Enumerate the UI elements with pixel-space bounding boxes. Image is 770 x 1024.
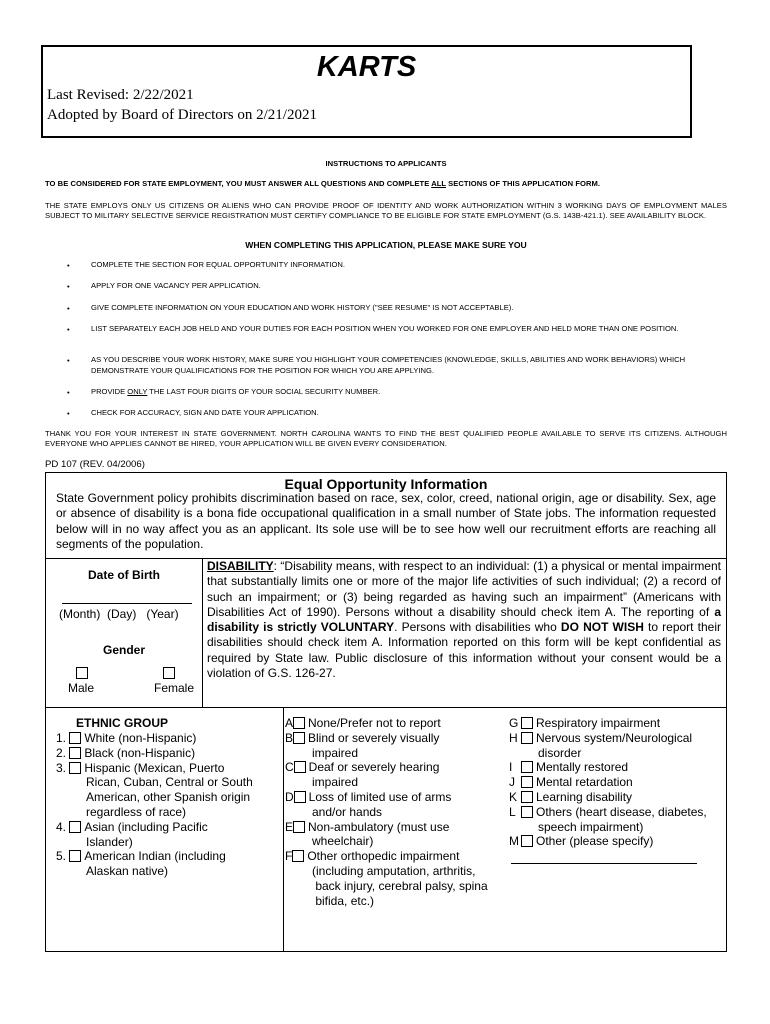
- option-label: Nervous system/Neurological: [536, 730, 693, 745]
- eo-title: Equal Opportunity Information: [284, 476, 488, 492]
- option-number: 1.: [56, 731, 67, 745]
- disability-option[interactable]: [509, 775, 724, 790]
- do-not-wish-note: DO NOT WISH: [560, 620, 644, 635]
- checkbox[interactable]: [293, 732, 305, 744]
- bullet-item: AS YOU DESCRIBE YOUR WORK HISTORY, MAKE SURE YOU HIGHLIGHT YOUR COMPETENCIES (KNOWLEDGE, SKILLS, ABILITIES AND WORK BEHAVIORS) WHICH DEMONSTRATE YOUR QUALIFICATIONS FOR THE POSITION FOR WHICH YOU ARE APPLYING.: [91, 355, 686, 375]
- option-label-cont: and/or hands: [312, 804, 383, 819]
- option-letter: I: [509, 760, 513, 775]
- checkbox[interactable]: [69, 732, 81, 744]
- other-specify-field[interactable]: [511, 863, 697, 864]
- option-label: Hispanic (Mexican, Puerto: [84, 760, 225, 775]
- option-letter: B: [285, 730, 294, 745]
- disability-text: : “Disability means, with respect to an individual: (1) a physical or mental impairment that substantially limits one or more of the major life activities of such individual; (2) a record of such an impairment; or (3) being regarded as having such an impairment” (Americans with Disabilities Act of 1990). Persons without a disability should check item A. The reporting of: [207, 559, 721, 619]
- checkbox[interactable]: [69, 747, 81, 759]
- form-id: PD 107 (REV. 04/2006): [45, 459, 145, 470]
- option-label-cont: Alaskan native): [86, 864, 169, 879]
- option-label-cont: wheelchair): [312, 834, 374, 849]
- checkbox[interactable]: [521, 776, 533, 788]
- option-label-cont: American, other Spanish origin: [86, 790, 251, 805]
- option-label: Mental retardation: [536, 775, 633, 790]
- option-label-cont: disorder: [538, 745, 582, 760]
- bullet-icon: •: [67, 282, 70, 291]
- option-label: None/Prefer not to report: [308, 716, 441, 730]
- option-label: American Indian (including: [84, 849, 226, 864]
- option-letter: G: [509, 716, 519, 730]
- female-label: Female: [154, 681, 195, 695]
- option-number: 2.: [56, 745, 67, 760]
- option-label: Other orthopedic impairment: [307, 849, 460, 864]
- gender-label: Gender: [102, 643, 145, 657]
- option-label-cont: Rican, Cuban, Central or South: [86, 775, 253, 790]
- ethnic-option[interactable]: [56, 820, 281, 850]
- equal-opportunity-section: [45, 472, 727, 952]
- disability-option[interactable]: [509, 790, 724, 805]
- divider: [202, 558, 203, 707]
- disability-option[interactable]: [509, 834, 724, 849]
- checkbox[interactable]: [69, 850, 81, 862]
- option-label-cont: Islander): [86, 834, 133, 849]
- option-letter: M: [509, 834, 519, 849]
- header-box: [41, 45, 692, 138]
- checkbox[interactable]: [521, 717, 533, 729]
- disability-text: . Persons with disabilities who: [394, 620, 561, 635]
- option-letter: F: [285, 849, 293, 864]
- checkbox[interactable]: [292, 850, 304, 862]
- option-label-cont: speech impairment): [538, 819, 644, 834]
- option-letter: L: [509, 804, 516, 819]
- dob-field[interactable]: [62, 603, 192, 604]
- option-label: Deaf or severely hearing: [308, 760, 440, 775]
- thank-you-paragraph: THANK YOU FOR YOUR INTEREST IN STATE GOVERNMENT. NORTH CAROLINA WANTS TO FIND THE BEST QUALIFIED PEOPLE AVAILABLE TO SERVE ITS CITIZENS. ALTHOUGH EVERYONE WHO APPLIES CANNOT BE HIRED, YOUR APPLICATION WILL BE GIVEN EVERY CONSIDERATION.: [45, 429, 727, 448]
- divider: [46, 707, 726, 708]
- checkbox[interactable]: [521, 835, 533, 847]
- disability-option[interactable]: [509, 731, 724, 761]
- bullet-icon: •: [67, 356, 70, 365]
- checkbox[interactable]: [293, 717, 305, 729]
- checkbox[interactable]: [521, 732, 533, 744]
- option-label: Non-ambulatory (must use: [308, 819, 450, 834]
- organization-title: KARTS: [316, 51, 417, 83]
- voluntary-note: a disability is strictly VOLUNTARY: [207, 604, 721, 635]
- male-label: Male: [68, 681, 95, 695]
- option-letter: E: [285, 819, 294, 834]
- bullet-icon: •: [67, 409, 70, 418]
- option-label: Learning disability: [536, 789, 633, 804]
- adopted-by-board: Adopted by Board of Directors on 2/21/2021: [47, 107, 317, 123]
- disability-option[interactable]: [509, 805, 724, 835]
- notice-all: ALL: [431, 179, 446, 188]
- option-letter: A: [285, 716, 294, 730]
- ethnic-group-label: ETHNIC GROUP: [76, 716, 169, 730]
- option-label: Blind or severely visually: [308, 730, 440, 745]
- ssn-text: PROVIDE: [91, 387, 128, 396]
- checkbox[interactable]: [293, 821, 305, 833]
- option-letter: J: [509, 775, 515, 790]
- disability-option[interactable]: [285, 760, 507, 790]
- notice-text: TO BE CONSIDERED FOR STATE EMPLOYMENT, YOU MUST ANSWER ALL QUESTIONS AND COMPLETE: [45, 179, 432, 188]
- disability-option[interactable]: [285, 716, 507, 731]
- checkbox[interactable]: [294, 761, 306, 773]
- male-checkbox[interactable]: [76, 667, 88, 679]
- disability-option[interactable]: [285, 849, 507, 908]
- bullet-icon: •: [67, 388, 70, 397]
- checkbox[interactable]: [521, 761, 533, 773]
- checkbox[interactable]: [69, 762, 81, 774]
- disability-text: to report their disabilities should check item A. Information reported on this form will be kept confidential as required by State law. Public disclosure of this information without your consent would be a violation of G.S. 126-27.: [207, 620, 721, 681]
- disability-list-a-f: [285, 716, 507, 908]
- bullet-icon: •: [67, 325, 70, 334]
- option-label: Others (heart disease, diabetes,: [536, 804, 707, 819]
- checkbox[interactable]: [69, 821, 81, 833]
- ssn-only: ONLY: [127, 387, 148, 396]
- last-revised: Last Revised: 2/22/2021: [47, 87, 194, 103]
- disability-label: DISABILITY: [207, 559, 274, 573]
- option-number: 3.: [56, 760, 67, 775]
- dob-format: (Month) (Day) (Year): [59, 607, 179, 621]
- ssn-text-end: THE LAST FOUR DIGITS OF YOUR SOCIAL SECURITY NUMBER.: [147, 387, 381, 396]
- disability-option[interactable]: [285, 790, 507, 820]
- option-label: Mentally restored: [536, 760, 629, 775]
- option-letter: K: [509, 789, 518, 804]
- disability-option[interactable]: [285, 731, 507, 761]
- female-checkbox[interactable]: [163, 667, 175, 679]
- option-label-cont: bifida, etc.): [312, 893, 375, 908]
- checkbox[interactable]: [521, 806, 533, 818]
- option-label-cont: impaired: [312, 745, 359, 760]
- make-sure-heading: WHEN COMPLETING THIS APPLICATION, PLEASE MAKE SURE YOU: [245, 240, 527, 250]
- disability-definition: [207, 559, 721, 681]
- disability-option[interactable]: [509, 760, 724, 775]
- bullet-item: COMPLETE THE SECTION FOR EQUAL OPPORTUNITY INFORMATION.: [91, 260, 345, 269]
- bullet-item: GIVE COMPLETE INFORMATION ON YOUR EDUCATION AND WORK HISTORY ("SEE RESUME" IS NOT ACCEPTABLE).: [91, 303, 514, 312]
- bullet-item: APPLY FOR ONE VACANCY PER APPLICATION.: [91, 281, 261, 290]
- citizens-paragraph: THE STATE EMPLOYS ONLY US CITIZENS OR ALIENS WHO CAN PROVIDE PROOF OF IDENTITY AND WORK AUTHORIZATION WITHIN 3 WORKING DAYS OF EMPLOYMENT MALES SUBJECT TO MILITARY SELECTIVE SERVICE REGISTRATION MUST CERTIFY COMPLIANCE TO BE ELIGIBLE FOR STATE EMPLOYMENT (G.S. 143B-421.1). SEE AVAILABILITY BLOCK.: [45, 201, 727, 220]
- option-label: Other (please specify): [536, 834, 654, 849]
- bullet-item: CHECK FOR ACCURACY, SIGN AND DATE YOUR APPLICATION.: [91, 408, 319, 417]
- disability-option[interactable]: [285, 820, 507, 850]
- bullet-icon: •: [67, 304, 70, 313]
- option-letter: C: [285, 760, 294, 775]
- option-number: 4.: [56, 819, 67, 834]
- disability-option[interactable]: [509, 716, 724, 731]
- dob-label: Date of Birth: [88, 568, 160, 582]
- option-label: Respiratory impairment: [536, 716, 661, 730]
- disability-list-g-m: [509, 716, 724, 849]
- checkbox[interactable]: [521, 791, 533, 803]
- notice-text-end: SECTIONS OF THIS APPLICATION FORM.: [445, 179, 601, 188]
- ethnic-group-list: [56, 731, 281, 879]
- checkbox[interactable]: [294, 791, 306, 803]
- ethnic-option[interactable]: [56, 746, 281, 761]
- state-employment-notice: [45, 179, 735, 189]
- option-label: Black (non-Hispanic): [84, 745, 196, 760]
- option-label: White (non-Hispanic): [84, 731, 197, 745]
- option-label-cont: (including amputation, arthritis,: [312, 863, 476, 878]
- option-label-cont: regardless of race): [86, 804, 187, 819]
- option-number: 5.: [56, 849, 67, 864]
- ethnic-option[interactable]: [56, 731, 281, 746]
- option-letter: D: [285, 789, 294, 804]
- option-label-cont: back injury, cerebral palsy, spina: [312, 878, 488, 893]
- option-label: Loss of limited use of arms: [308, 789, 452, 804]
- ethnic-option[interactable]: [56, 849, 281, 879]
- bullet-icon: •: [67, 261, 70, 270]
- option-letter: H: [509, 730, 518, 745]
- instructions-heading: INSTRUCTIONS TO APPLICANTS: [325, 159, 447, 168]
- ethnic-option[interactable]: [56, 761, 281, 820]
- option-label: Asian (including Pacific: [84, 819, 208, 834]
- eo-policy: State Government policy prohibits discrimination based on race, sex, color, creed, national origin, age or disability. Sex, age or absence of disability is a bona fide occupational qualification in a small number of State jobs. The information requested below will in no way affect you as an applicant. Its sole use will be to see how well our recruitment efforts are reaching all segments of the population.: [56, 491, 716, 551]
- option-label-cont: impaired: [312, 775, 359, 790]
- bullet-item-ssn: [91, 387, 726, 398]
- bullet-item: LIST SEPARATELY EACH JOB HELD AND YOUR DUTIES FOR EACH POSITION WHEN YOU WORKED FOR ONE EMPLOYER AND HELD MORE THAN ONE POSITION.: [91, 324, 679, 333]
